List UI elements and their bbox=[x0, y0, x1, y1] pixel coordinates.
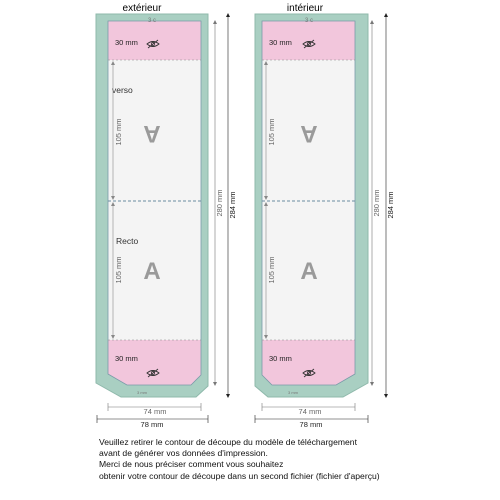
bottom-zone-label: 30 mm bbox=[269, 354, 292, 363]
upper-height-label: 105 mm bbox=[267, 118, 276, 146]
instruction-line: Veuillez retirer le contour de découpe du modèle de téléchargement bbox=[99, 437, 357, 447]
instruction-line: avant de générer vos données d'impression. bbox=[99, 448, 268, 459]
top-zone-label: 30 mm bbox=[269, 38, 292, 47]
small-bottom-label: 3 mm bbox=[288, 390, 298, 395]
inner-height-label: 280 mm bbox=[215, 189, 224, 217]
outer-height-label: 284 mm bbox=[386, 191, 395, 219]
verso-label: verso bbox=[112, 85, 133, 95]
page-area bbox=[108, 21, 201, 361]
panel-exterieur bbox=[96, 3, 237, 429]
inner-width-label: 74 mm bbox=[143, 407, 167, 416]
lower-height-label: 105 mm bbox=[114, 256, 123, 284]
small-top-label: 3 c bbox=[304, 18, 314, 24]
letter-lower: A bbox=[143, 258, 161, 285]
outer-height-label: 284 mm bbox=[228, 191, 237, 219]
instruction-line: obtenir votre contour de découpe dans un second fichier (fichier d'aperçu) bbox=[99, 470, 380, 481]
panel-interieur bbox=[255, 3, 395, 429]
inner-width-label: 74 mm bbox=[298, 407, 322, 416]
letter-lower: A bbox=[300, 258, 318, 285]
top-zone-label: 30 mm bbox=[115, 38, 138, 47]
panel-title: intérieur bbox=[286, 3, 324, 14]
small-bottom-label: 3 mm bbox=[137, 390, 147, 395]
bottom-zone-label: 30 mm bbox=[115, 354, 138, 363]
small-top-label: 3 c bbox=[147, 18, 157, 24]
instruction-line: Merci de nous préciser comment vous souhaitez bbox=[99, 459, 284, 470]
page-area bbox=[262, 21, 355, 361]
recto-label: Recto bbox=[116, 236, 139, 246]
instructions-text bbox=[99, 437, 489, 482]
panel-title: extérieur bbox=[122, 3, 162, 14]
outer-width-label: 78 mm bbox=[299, 420, 323, 429]
upper-height-label: 105 mm bbox=[114, 118, 123, 146]
letter-upper: A bbox=[300, 120, 318, 147]
outer-width-label: 78 mm bbox=[140, 420, 164, 429]
inner-height-label: 280 mm bbox=[372, 189, 381, 217]
letter-upper: A bbox=[143, 120, 161, 147]
lower-height-label: 105 mm bbox=[267, 256, 276, 284]
